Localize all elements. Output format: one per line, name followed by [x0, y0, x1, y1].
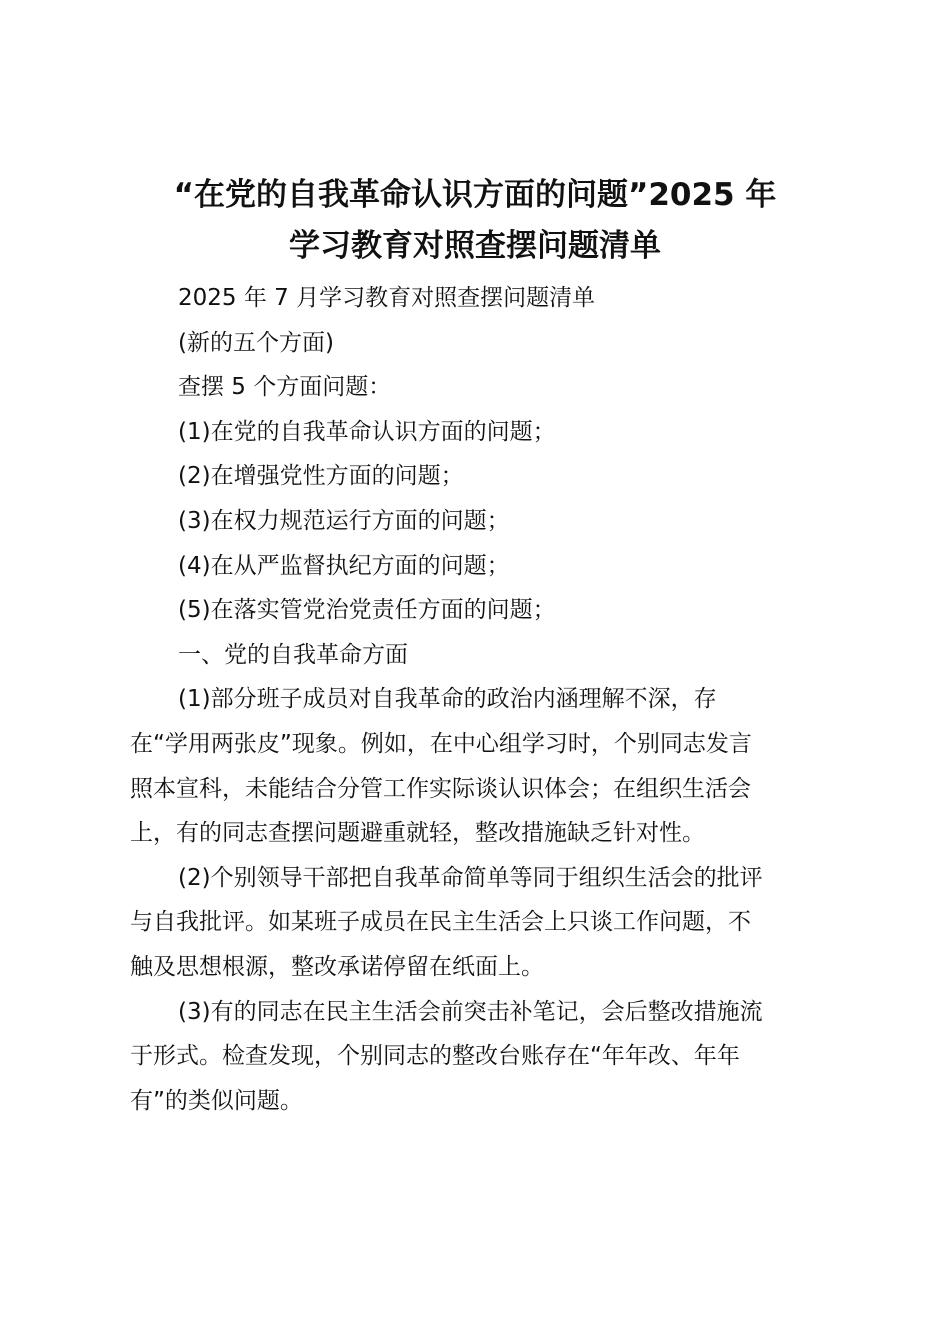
document-note: (新的五个方面) [178, 329, 334, 356]
document-title [120, 170, 830, 272]
paragraph [130, 856, 830, 990]
aspect-item: (5)在落实管党治党责任方面的问题； [178, 597, 556, 624]
title-line: “在党的自我革命认识方面的问题”2025 年 [173, 177, 777, 213]
paragraph-line: 上，有的同志查摆问题避重就轻，整改措施缺乏针对性。 [130, 820, 705, 847]
paragraph-line: 有”的类似问题。 [130, 1087, 303, 1114]
aspect-item: (2)在增强党性方面的问题； [178, 463, 464, 490]
paragraph-line: 于形式。检查发现，个别同志的整改台账存在“年年改、年年 [130, 1043, 740, 1070]
paragraph [130, 990, 830, 1124]
paragraph-line: 在“学用两张皮”现象。例如，在中心组学习时，个别同志发言 [130, 730, 752, 757]
paragraph-line: 照本宣科，未能结合分管工作实际谈认识体会；在组织生活会 [130, 775, 751, 802]
paragraph-line: 触及思想根源，整改承诺停留在纸面上。 [130, 953, 544, 980]
aspect-item: (4)在从严监督执纪方面的问题； [178, 552, 510, 579]
section-heading: 一、党的自我革命方面 [178, 641, 408, 668]
title-line: 学习教育对照查摆问题清单 [289, 228, 661, 264]
paragraph-line: 与自我批评。如某班子成员在民主生活会上只谈工作问题，不 [130, 909, 751, 936]
paragraph [130, 677, 830, 855]
document-subtitle: 2025 年 7 月学习教育对照查摆问题清单 [178, 285, 596, 311]
aspect-item: (1)在党的自我革命认识方面的问题； [178, 418, 556, 445]
intro-text: 查摆 5 个方面问题： [178, 374, 392, 401]
paragraph-line: (2)个别领导干部把自我革命简单等同于组织生活会的批评 [178, 864, 763, 891]
paragraph-line: (1)部分班子成员对自我革命的政治内涵理解不深，存 [178, 686, 717, 713]
paragraph-line: (3)有的同志在民主生活会前突击补笔记，会后整改措施流 [178, 998, 763, 1025]
aspect-item: (3)在权力规范运行方面的问题； [178, 507, 510, 534]
document-body [130, 276, 830, 1123]
